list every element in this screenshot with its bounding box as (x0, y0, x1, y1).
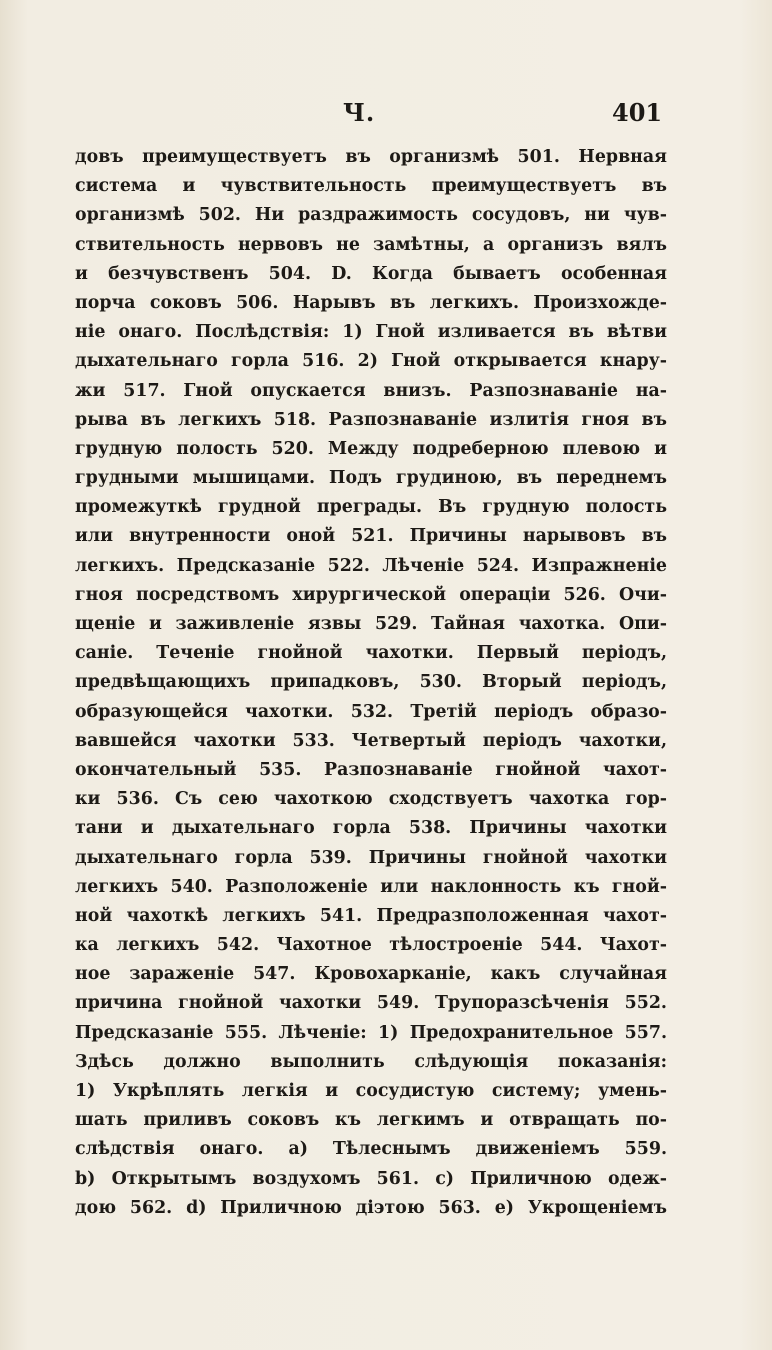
text-line: дою 562. d) Приличною діэтою 563. е) Укрощеніемъ (75, 1197, 667, 1218)
text-line: ки 536. Съ сею чахоткою сходствуетъ чахотка гор- (75, 789, 667, 810)
text-line: промежуткѣ грудной преграды. Въ грудную полость (75, 497, 667, 518)
text-line: организмѣ 502. Ни раздражимость сосудовъ, ни чув- (75, 205, 667, 226)
text-line: грудную полость 520. Между подреберною плевою и (75, 438, 667, 459)
text-line: дыхательнаго горла 539. Причины гнойной чахотки (75, 847, 667, 868)
body-text (75, 143, 667, 1223)
text-line: легкихъ. Предсказаніе 522. Лѣченіе 524. Изпражненіе (75, 555, 667, 576)
text-line: рыва въ легкихъ 518. Разпознаваніе излитія гноя въ (75, 409, 667, 430)
text-line: образующейся чахотки. 532. Третій періодъ образо- (75, 701, 667, 722)
text-line: b) Открытымъ воздухомъ 561. с) Приличною одеж- (75, 1168, 667, 1189)
text-line: шать приливъ соковъ къ легкимъ и отвращать по- (75, 1110, 667, 1131)
text-line: или внутренности оной 521. Причины нарывовъ въ (75, 526, 667, 547)
text-line: ка легкихъ 542. Чахотное тѣлостроеніе 544. Чахот- (75, 935, 667, 956)
text-line: система и чувствительность преимуществуетъ въ (75, 176, 667, 197)
text-line: грудными мышицами. Подъ грудиною, въ переднемъ (75, 468, 667, 489)
text-line: довъ преимуществуетъ въ организмѣ 501. Нервная (75, 147, 667, 167)
text-line: Здѣсь должно выполнить слѣдующія показанія: (75, 1051, 667, 1072)
text-line: слѣдствія онаго. а) Тѣлеснымъ движеніемъ 559. (75, 1139, 667, 1160)
page-number: 401 (612, 98, 663, 127)
text-line: 1) Укрѣплять легкія и сосудистую систему; умень- (75, 1081, 667, 1101)
text-line: порча соковъ 506. Нарывъ въ легкихъ. Произхожде- (75, 292, 667, 313)
text-line: щеніе и заживленіе язвы 529. Тайная чахотка. Опи- (75, 614, 667, 634)
text-line: легкихъ 540. Разположеніе или наклонность къ гной- (75, 876, 667, 897)
text-line: окончательный 535. Разпознаваніе гнойной чахот- (75, 759, 667, 780)
page-header (0, 98, 772, 138)
text-line: и безчувственъ 504. D. Когда бываетъ особенная (75, 263, 667, 284)
text-line: саніе. Теченіе гнойной чахотки. Первый періодъ, (75, 643, 667, 664)
text-line: дыхательнаго горла 516. 2) Гной открывается кнару- (75, 351, 667, 372)
text-line: ствительность нервовъ не замѣтны, а организъ вялъ (75, 234, 667, 255)
text-line: вавшейся чахотки 533. Четвертый періодъ чахотки, (75, 730, 667, 751)
text-line: Предсказаніе 555. Лѣченіе: 1) Предохранительное 557. (75, 1022, 667, 1043)
text-line: жи 517. Гной опускается внизъ. Разпознаваніе на- (75, 380, 667, 401)
running-head: Ч. (343, 98, 376, 127)
text-line: ной чахоткѣ легкихъ 541. Предразположенная чахот- (75, 905, 667, 926)
text-line: ное зараженіе 547. Кровохарканіе, какъ случайная (75, 964, 667, 985)
text-line: предвѣщающихъ припадковъ, 530. Вторый періодъ, (75, 672, 667, 693)
text-line: гноя посредствомъ хирургической операціи 526. Очи- (75, 584, 667, 605)
text-line: тани и дыхательнаго горла 538. Причины чахотки (75, 818, 667, 839)
text-line: ніе онаго. Послѣдствія: 1) Гной изливается въ вѣтви (75, 322, 667, 343)
text-line: причина гнойной чахотки 549. Трупоразсѣченія 552. (75, 993, 667, 1014)
